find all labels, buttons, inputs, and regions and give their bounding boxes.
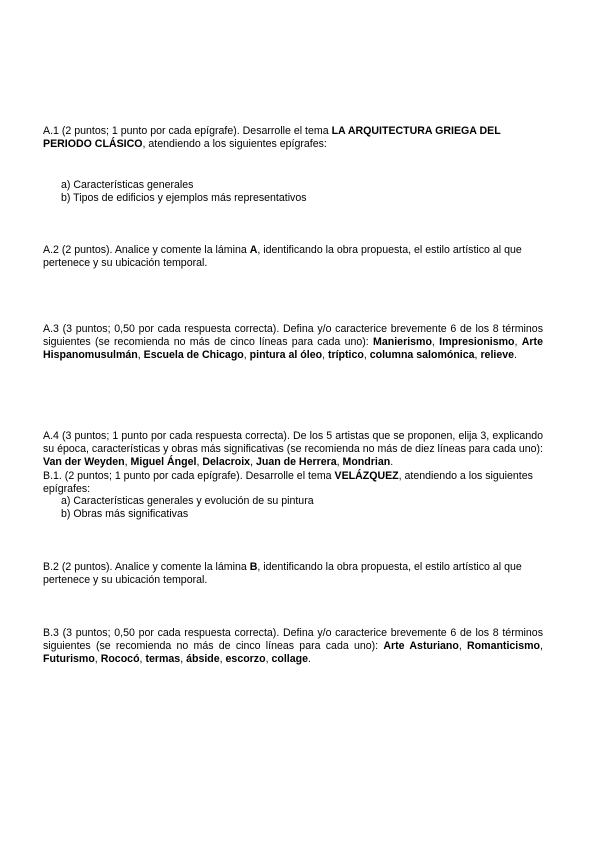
separator: ,: [219, 653, 226, 666]
separator: ,: [474, 349, 481, 362]
question-a2: [43, 244, 543, 270]
term: Impresionismo: [439, 336, 515, 349]
separator: ,: [322, 349, 328, 362]
term: columna salomónica: [369, 349, 475, 362]
end-period: .: [514, 349, 517, 362]
term: escorzo: [225, 653, 266, 666]
question-b3: [43, 627, 543, 667]
term: Arte Asturiano: [383, 640, 459, 653]
question-a4: [43, 430, 543, 470]
question-b1-epigraphs: [61, 495, 314, 521]
question-a1: [43, 125, 543, 151]
question-b2-post: , identificando la obra propuesta, el estilo artístico al que pertenece y su ubicación temporal.: [43, 561, 522, 587]
question-b2: [43, 561, 543, 587]
question-a1-after: , atendiendo a los siguientes epígrafes:: [142, 138, 327, 151]
term: Rococó: [100, 653, 140, 666]
epigraph-item: b) Tipos de edificios y ejemplos más representativos: [61, 192, 307, 205]
separator: ,: [458, 640, 468, 653]
artist: Delacroix: [202, 456, 251, 469]
separator: ,: [180, 653, 187, 666]
term: termas: [145, 653, 181, 666]
term: relieve: [480, 349, 515, 362]
end-period: .: [307, 653, 311, 666]
separator: ,: [363, 349, 370, 362]
artist: Miguel Ángel: [130, 456, 197, 469]
separator: ,: [265, 653, 272, 666]
question-a2-pre: A.2 (2 puntos). Analice y comente la lámina: [43, 244, 250, 256]
separator: ,: [196, 456, 203, 469]
term: pintura al óleo: [249, 349, 323, 362]
question-a4-b1-block: [43, 430, 543, 496]
question-b1-after: , atendiendo a los siguientes epígrafes:: [43, 469, 533, 495]
separator: ,: [540, 640, 543, 653]
term: Escuela de Chicago: [143, 349, 244, 362]
term: collage: [271, 653, 308, 666]
question-a3-intro: A.3 (3 puntos; 0,50 por cada respuesta correcta). Defina y/o caracterice brevemente 6 de los 8 términos siguientes (se recomienda no más de cinco líneas para cada uno):: [43, 323, 543, 349]
question-b1: [43, 470, 543, 496]
separator: ,: [94, 653, 101, 666]
separator: ,: [431, 336, 440, 349]
question-b1-intro: B.1. (2 puntos; 1 punto por cada epígrafe). Desarrolle el tema: [43, 469, 335, 482]
epigraph-item: b) Obras más significativas: [61, 508, 189, 521]
separator: ,: [139, 653, 146, 666]
question-b1-topic: VELÁZQUEZ: [334, 469, 399, 482]
question-a1-epigraphs: [61, 179, 307, 205]
separator: ,: [243, 349, 250, 362]
epigraph-item: a) Características generales: [61, 179, 194, 191]
epigraph-item: a) Características generales y evolución de su pintura: [61, 495, 314, 507]
term: ábside: [186, 653, 220, 666]
question-a3: [43, 323, 543, 363]
question-a1-intro: A.1 (2 puntos; 1 punto por cada epígrafe). Desarrolle el tema: [43, 125, 332, 137]
separator: ,: [124, 456, 131, 469]
term: Futurismo: [43, 653, 95, 666]
separator: ,: [336, 456, 343, 469]
term: tríptico: [327, 349, 364, 362]
separator: ,: [250, 456, 256, 469]
question-a2-plate: A: [249, 244, 258, 256]
term: Romanticismo: [467, 640, 541, 653]
question-a1-topic: LA ARQUITECTURA GRIEGA DEL PERIODO CLÁSICO: [43, 125, 501, 151]
question-a2-post: , identificando la obra propuesta, el estilo artístico al que pertenece y su ubicación temporal.: [43, 244, 522, 270]
artist: Van der Weyden: [43, 456, 125, 469]
separator: ,: [137, 349, 144, 362]
question-b2-plate: B: [249, 561, 258, 573]
question-a4-intro: A.4 (3 puntos; 1 punto por cada respuesta correcta). De los 5 artistas que se proponen, elija 3, explicando su época, características y obras más significativas (se recomienda no más de diez líneas para cada uno):: [43, 430, 543, 456]
artist: Juan de Herrera: [255, 456, 337, 469]
question-b2-pre: B.2 (2 puntos). Analice y comente la lámina: [43, 561, 250, 573]
artist: Mondrian: [342, 456, 391, 469]
term: Arte Hispanomusulmán: [43, 336, 543, 362]
end-period: .: [390, 456, 394, 469]
question-b3-intro: B.3 (3 puntos; 0,50 por cada respuesta correcta). Defina y/o caracterice brevemente 6 de los 8 términos siguientes (se recomienda no más de cinco líneas para cada uno):: [43, 627, 543, 653]
term: Manierismo: [373, 336, 432, 349]
separator: ,: [514, 336, 522, 349]
